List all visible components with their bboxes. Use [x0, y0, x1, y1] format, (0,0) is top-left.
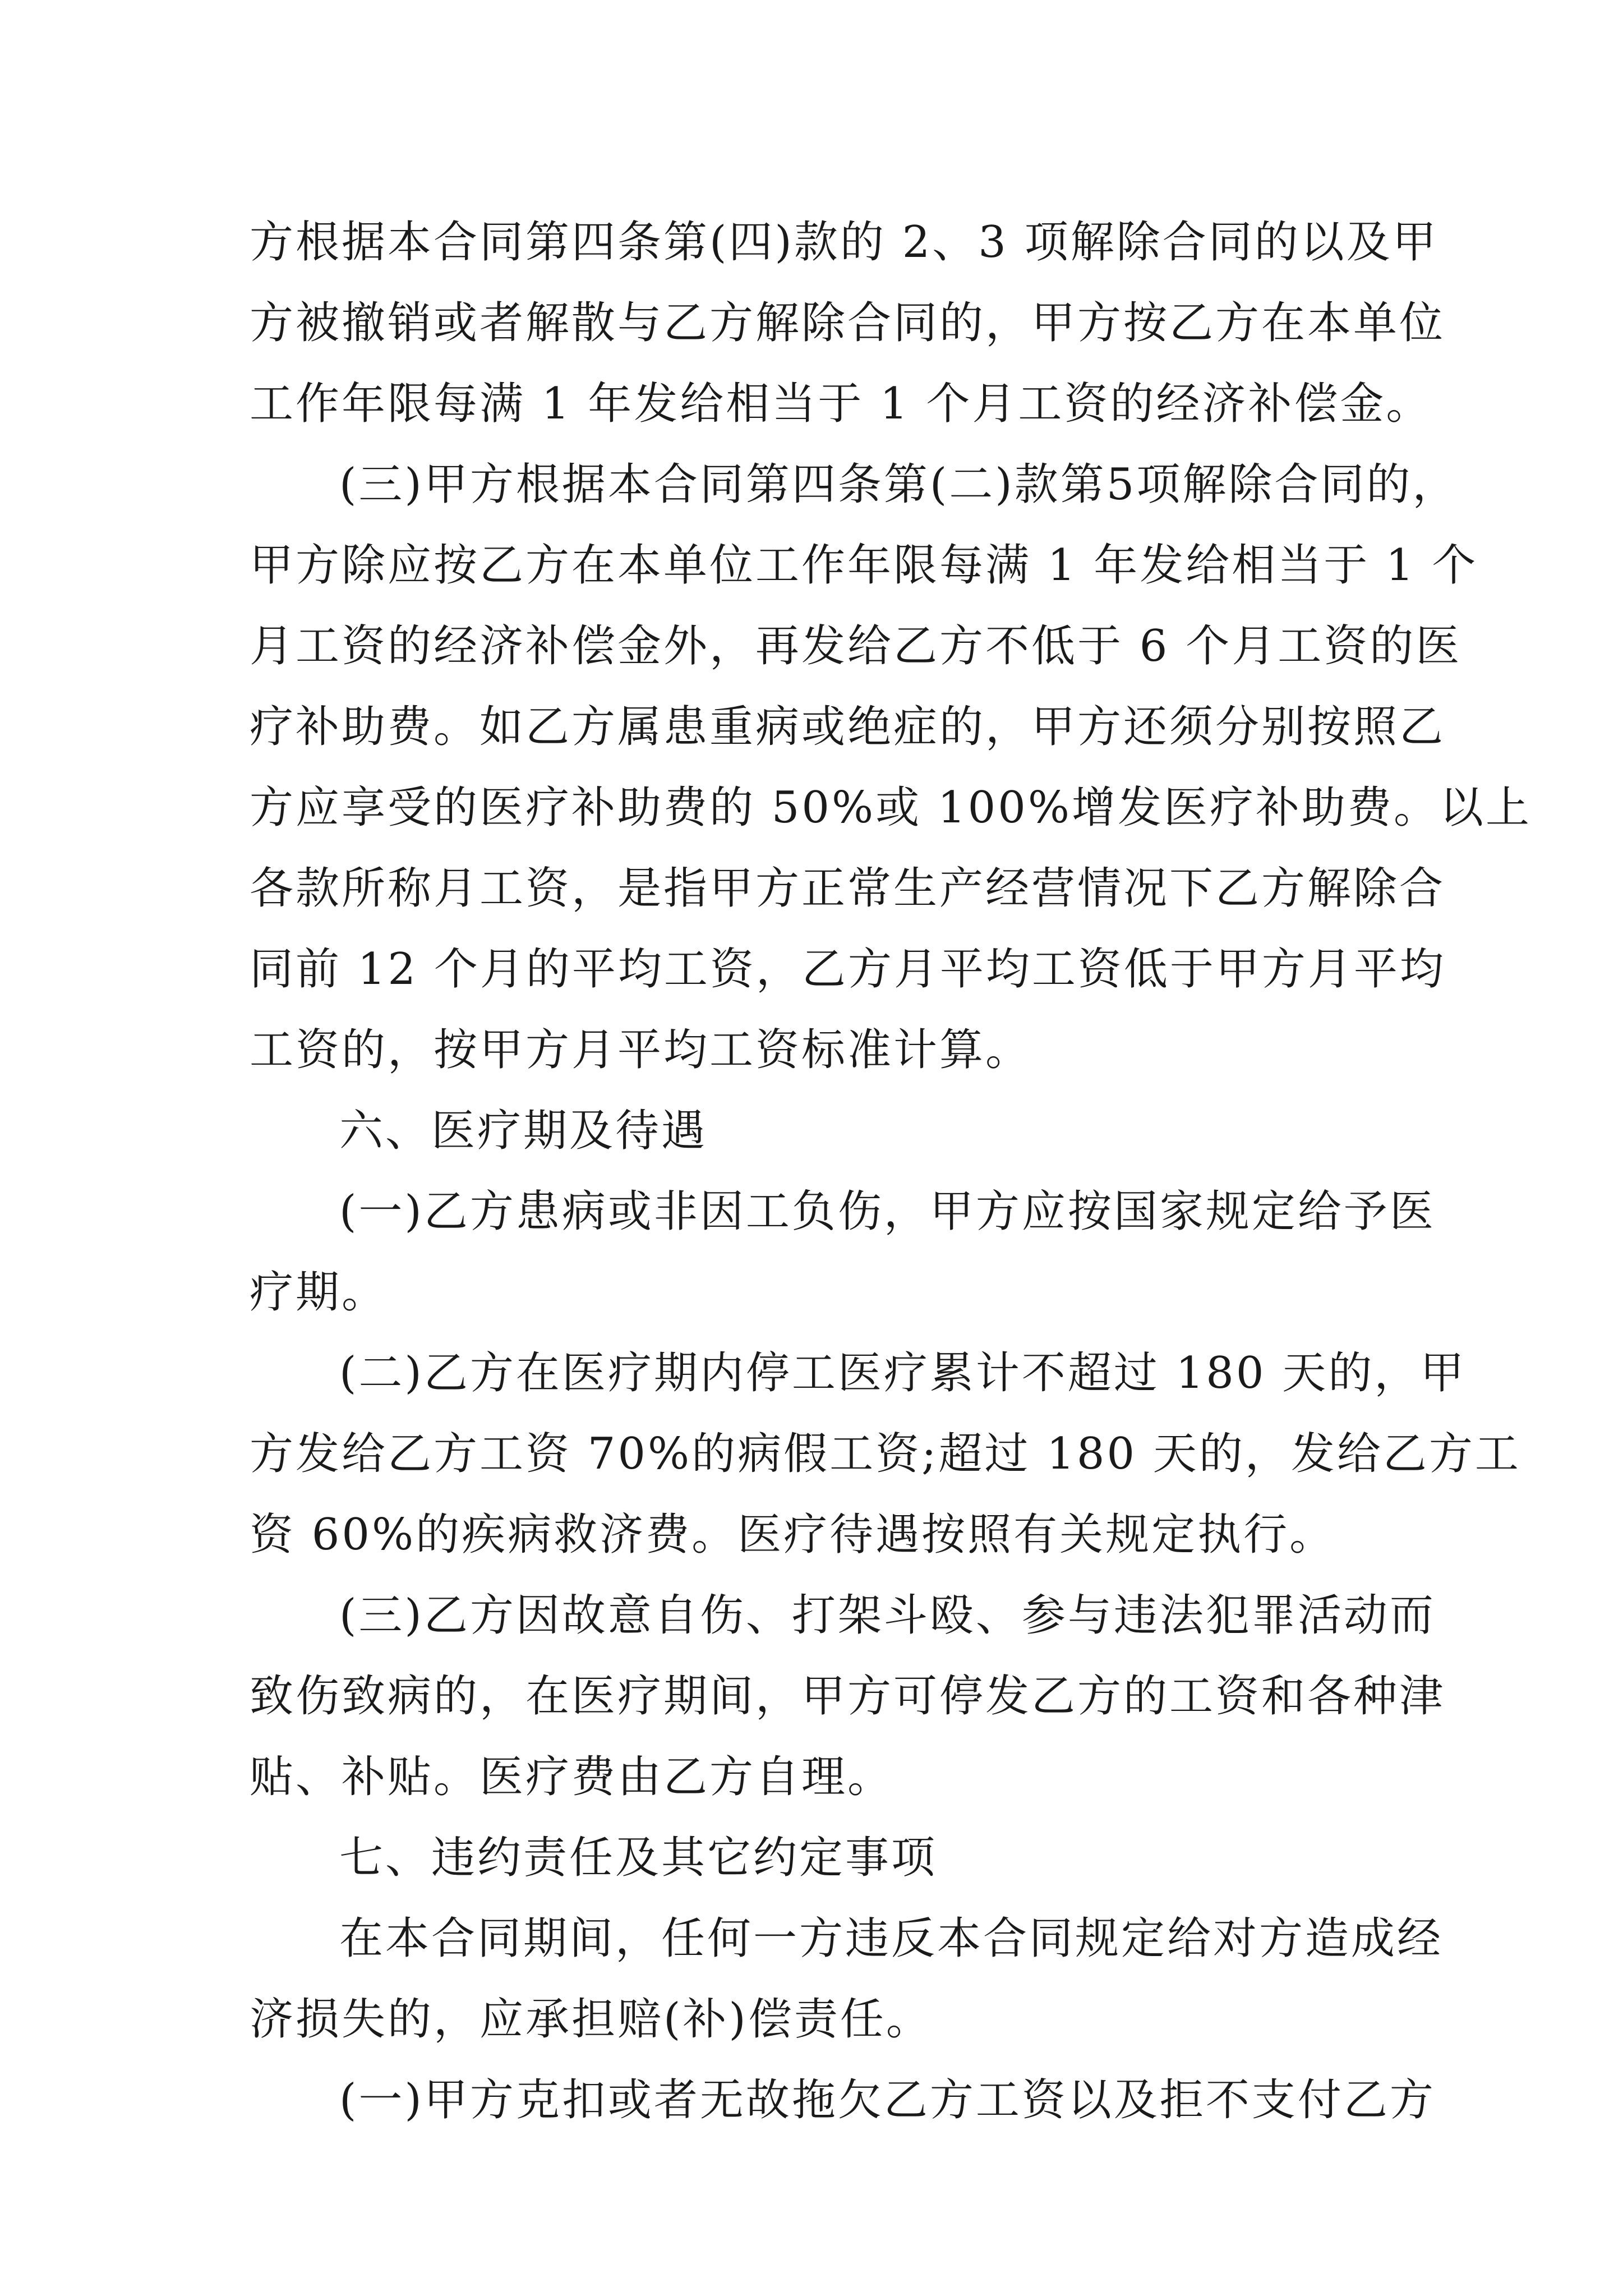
text-line: 方应享受的医疗补助费的 50%或 100%增发医疗补助费。以上: [250, 783, 1532, 833]
text-line: (三)甲方根据本合同第四条第(二)款第5项解除合同的，: [339, 459, 1459, 510]
text-line: 致伤致病的，在医疗期间，甲方可停发乙方的工资和各种津: [250, 1671, 1446, 1722]
text-line: 方被撤销或者解散与乙方解除合同的，甲方按乙方在本单位: [250, 298, 1446, 348]
section-heading: 七、违约责任及其它约定事项: [339, 1833, 938, 1883]
text-line: 月工资的经济补偿金外，再发给乙方不低于 6 个月工资的医: [250, 621, 1462, 671]
text-line: 疗期。: [250, 1267, 388, 1318]
text-line: (一)乙方患病或非因工负伤，甲方应按国家规定给予医: [339, 1186, 1436, 1237]
text-line: 在本合同期间，任何一方违反本合同规定给对方造成经: [339, 1913, 1444, 1964]
text-line: (一)甲方克扣或者无故拖欠乙方工资以及拒不支付乙方: [339, 2075, 1436, 2125]
text-line: 甲方除应按乙方在本单位工作年限每满 1 年发给相当于 1 个: [250, 540, 1478, 591]
text-line: 疗补助费。如乙方属患重病或绝症的，甲方还须分别按照乙: [250, 702, 1446, 752]
document-body: [250, 202, 1532, 2141]
text-line: 资 60%的疾病救济费。医疗待遇按照有关规定执行。: [250, 1510, 1336, 1560]
text-line: 方发给乙方工资 70%的病假工资;超过 180 天的，发给乙方工: [250, 1429, 1521, 1479]
text-line: 同前 12 个月的平均工资，乙方月平均工资低于甲方月平均: [250, 944, 1446, 995]
text-line: 各款所称月工资，是指甲方正常生产经营情况下乙方解除合: [250, 863, 1446, 914]
text-line: 贴、补贴。医疗费由乙方自理。: [250, 1752, 894, 1802]
text-line: 方根据本合同第四条第(四)款的 2、3 项解除合同的以及甲: [250, 217, 1438, 268]
text-line: (三)乙方因故意自伤、打架斗殴、参与违法犯罪活动而: [339, 1590, 1436, 1641]
text-line: (二)乙方在医疗期内停工医疗累计不超过 180 天的，甲: [339, 1348, 1467, 1398]
text-line: 济损失的，应承担赔(补)偿责任。: [250, 1994, 932, 2045]
section-heading: 六、医疗期及待遇: [339, 1106, 708, 1156]
text-line: 工作年限每满 1 年发给相当于 1 个月工资的经济补偿金。: [250, 379, 1432, 429]
text-line: 工资的，按甲方月平均工资标准计算。: [250, 1025, 1032, 1075]
